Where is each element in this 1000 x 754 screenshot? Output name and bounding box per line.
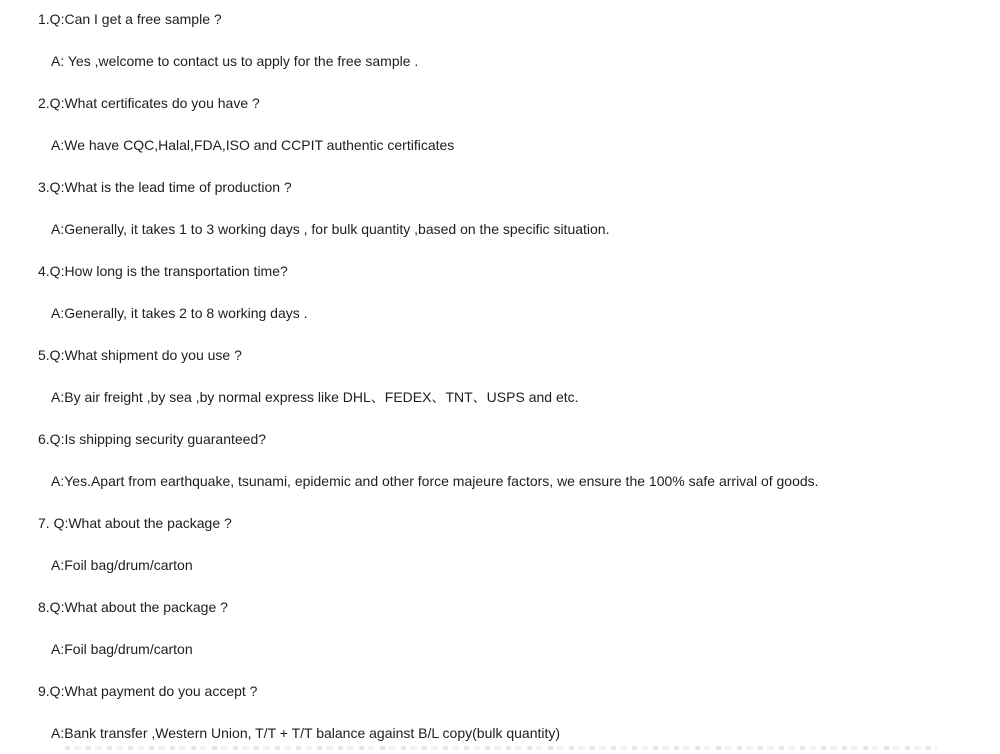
faq-answer: A:Bank transfer ,Western Union, T/T + T/T balance against B/L copy(bulk quantity) bbox=[51, 725, 561, 741]
faq-question: 2.Q:What certificates do you have ? bbox=[38, 95, 260, 111]
faq-question: 7. Q:What about the package ? bbox=[38, 515, 232, 531]
faq-answer: A: Yes ,welcome to contact us to apply for the free sample . bbox=[51, 53, 419, 69]
faq-question: 3.Q:What is the lead time of production ? bbox=[38, 179, 292, 195]
faq-answer: A:Generally, it takes 2 to 8 working days . bbox=[51, 305, 308, 321]
faq-answer: A:Foil bag/drum/carton bbox=[51, 641, 193, 657]
faq-question: 5.Q:What shipment do you use ? bbox=[38, 347, 242, 363]
faq-question: 8.Q:What about the package ? bbox=[38, 599, 228, 615]
faq-answer: A:We have CQC,Halal,FDA,ISO and CCPIT authentic certificates bbox=[51, 137, 455, 153]
faq-question: 6.Q:Is shipping security guaranteed? bbox=[38, 431, 267, 447]
faq-question: 1.Q:Can I get a free sample ? bbox=[38, 11, 222, 27]
faq-question: 9.Q:What payment do you accept ? bbox=[38, 683, 258, 699]
faq-answer: A:Foil bag/drum/carton bbox=[51, 557, 193, 573]
cropped-next-line-artifact bbox=[65, 746, 937, 750]
faq-answer: A:By air freight ,by sea ,by normal express like DHL、FEDEX、TNT、USPS and etc. bbox=[51, 389, 579, 405]
faq-question: 4.Q:How long is the transportation time? bbox=[38, 263, 288, 279]
faq-answer: A:Yes.Apart from earthquake, tsunami, epidemic and other force majeure factors, we ensure the 100% safe arrival of goods. bbox=[51, 473, 819, 489]
faq-answer: A:Generally, it takes 1 to 3 working days , for bulk quantity ,based on the specific situation. bbox=[51, 221, 610, 237]
